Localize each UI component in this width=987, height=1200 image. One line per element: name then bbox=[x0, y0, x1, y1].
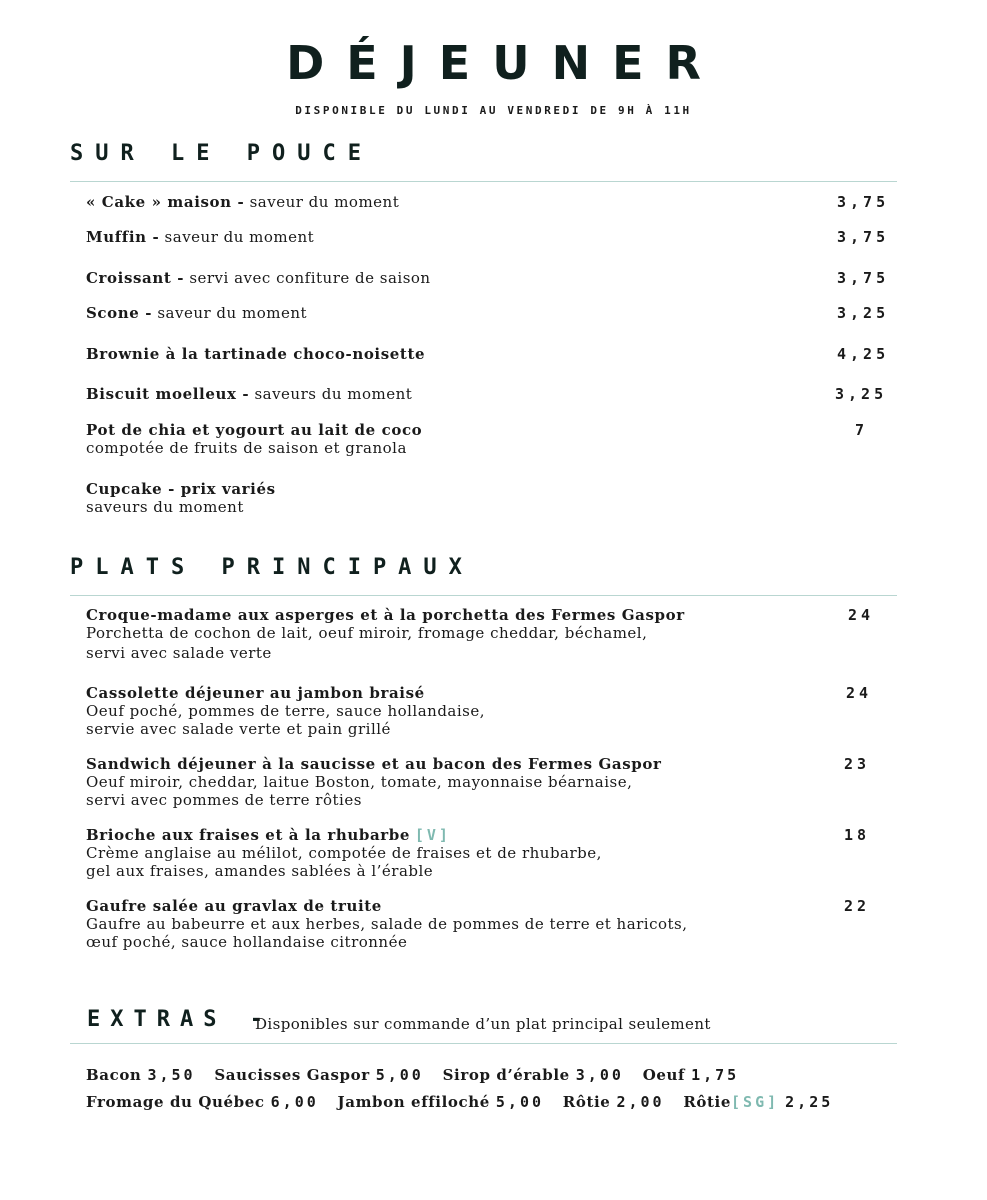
item-desc: saveurs du moment bbox=[86, 498, 244, 516]
section-divider bbox=[70, 595, 897, 596]
extra-name: Rôtie bbox=[562, 1093, 611, 1111]
menu-item bbox=[86, 385, 786, 403]
extra-price: 5,00 bbox=[495, 1093, 545, 1111]
section-title-plats-principaux: PLATS PRINCIPAUX bbox=[70, 555, 474, 580]
menu-item bbox=[86, 826, 826, 880]
item-name: Biscuit moelleux - bbox=[86, 385, 250, 403]
extra-price: 6,00 bbox=[270, 1093, 319, 1111]
menu-item bbox=[86, 684, 826, 738]
menu-item bbox=[86, 228, 786, 246]
item-price: 18 bbox=[844, 826, 871, 844]
item-price: 3,75 bbox=[837, 193, 890, 211]
item-price: 22 bbox=[844, 897, 871, 915]
extras-line bbox=[86, 1066, 753, 1084]
extra-price: 2,00 bbox=[616, 1093, 665, 1111]
gluten-free-tag: [SG] bbox=[731, 1093, 780, 1111]
item-price: 24 bbox=[848, 606, 875, 624]
page-title: DÉJEUNER bbox=[286, 36, 723, 90]
item-name: Croque-madame aux asperges et à la porchetta des Fermes Gaspor bbox=[86, 606, 685, 624]
extra-name: Fromage du Québec bbox=[86, 1093, 265, 1111]
extra-price: 3,50 bbox=[147, 1066, 196, 1084]
extras-line bbox=[86, 1093, 833, 1111]
menu-item bbox=[86, 421, 786, 457]
menu-item bbox=[86, 304, 786, 322]
item-name: Pot de chia et yogourt au lait de coco bbox=[86, 421, 423, 439]
item-desc: Gaufre au babeurre et aux herbes, salade de pommes de terre et haricots, bbox=[86, 915, 688, 933]
menu-item bbox=[86, 897, 826, 951]
item-price: 3,75 bbox=[837, 269, 890, 287]
item-desc: Oeuf poché, pommes de terre, sauce hollandaise, bbox=[86, 702, 486, 720]
section-divider bbox=[70, 1043, 897, 1044]
menu-item bbox=[86, 606, 826, 662]
section-divider bbox=[70, 181, 897, 182]
item-desc: gel aux fraises, amandes sablées à l’érable bbox=[86, 862, 434, 880]
extra-name: Oeuf bbox=[642, 1066, 686, 1084]
menu-item bbox=[86, 269, 786, 287]
item-name: Cassolette déjeuner au jambon braisé bbox=[86, 684, 425, 702]
item-price: 3,25 bbox=[837, 304, 890, 322]
extra-name: Sirop d’érable bbox=[442, 1066, 570, 1084]
item-price: 7 bbox=[855, 421, 869, 439]
item-name: « Cake » maison - bbox=[86, 193, 245, 211]
extra-name: Rôtie bbox=[683, 1093, 732, 1111]
item-desc: œuf poché, sauce hollandaise citronnée bbox=[86, 933, 408, 951]
item-desc: saveur du moment bbox=[152, 304, 308, 322]
item-price: 3,25 bbox=[835, 385, 888, 403]
item-name: Scone - bbox=[86, 304, 153, 322]
extra-price: 5,00 bbox=[375, 1066, 424, 1084]
item-desc: servi avec pommes de terre rôties bbox=[86, 791, 362, 809]
extra-name: Bacon bbox=[86, 1066, 142, 1084]
item-name: Brioche aux fraises et à la rhubarbe bbox=[86, 826, 411, 844]
item-desc: saveurs du moment bbox=[249, 385, 413, 403]
menu-item bbox=[86, 480, 786, 516]
item-name: Muffin - bbox=[86, 228, 160, 246]
vegetarian-tag: [V] bbox=[414, 826, 451, 844]
item-price: 4,25 bbox=[837, 345, 890, 363]
menu-item bbox=[86, 193, 786, 211]
item-desc: Porchetta de cochon de lait, oeuf miroir, fromage cheddar, béchamel, bbox=[86, 624, 648, 642]
section-title-sur-le-pouce: SUR LE POUCE bbox=[70, 141, 373, 166]
item-price: 23 bbox=[844, 755, 871, 773]
menu-item bbox=[86, 345, 786, 363]
item-name: Sandwich déjeuner à la saucisse et au bacon des Fermes Gaspor bbox=[86, 755, 662, 773]
item-desc: servie avec salade verte et pain grillé bbox=[86, 720, 391, 738]
item-name: Gaufre salée au gravlax de truite bbox=[86, 897, 382, 915]
item-name: Brownie à la tartinade choco-noisette bbox=[86, 345, 426, 363]
extra-price: 2,25 bbox=[785, 1093, 834, 1111]
item-price: 24 bbox=[846, 684, 873, 702]
section-title-extras: EXTRAS - bbox=[87, 1007, 273, 1032]
item-desc: Oeuf miroir, cheddar, laitue Boston, tomate, mayonnaise béarnaise, bbox=[86, 773, 633, 791]
extra-price: 1,75 bbox=[691, 1066, 740, 1084]
item-desc: servi avec salade verte bbox=[86, 644, 272, 662]
extra-name: Jambon effiloché bbox=[337, 1093, 490, 1111]
menu-item bbox=[86, 755, 826, 809]
item-desc: Crème anglaise au mélilot, compotée de fraises et de rhubarbe, bbox=[86, 844, 602, 862]
item-price: 3,75 bbox=[837, 228, 890, 246]
extra-name: Saucisses Gaspor bbox=[214, 1066, 370, 1084]
item-name: Croissant - bbox=[86, 269, 185, 287]
item-desc: saveur du moment bbox=[159, 228, 315, 246]
item-desc: servi avec confiture de saison bbox=[184, 269, 431, 287]
page-subtitle: DISPONIBLE DU LUNDI AU VENDREDI DE 9H À 11H bbox=[295, 104, 692, 117]
extra-price: 3,00 bbox=[575, 1066, 624, 1084]
extras-note: Disponibles sur commande d’un plat principal seulement bbox=[255, 1015, 711, 1033]
item-desc: compotée de fruits de saison et granola bbox=[86, 439, 407, 457]
item-name: Cupcake - prix variés bbox=[86, 480, 276, 498]
item-desc: saveur du moment bbox=[244, 193, 400, 211]
